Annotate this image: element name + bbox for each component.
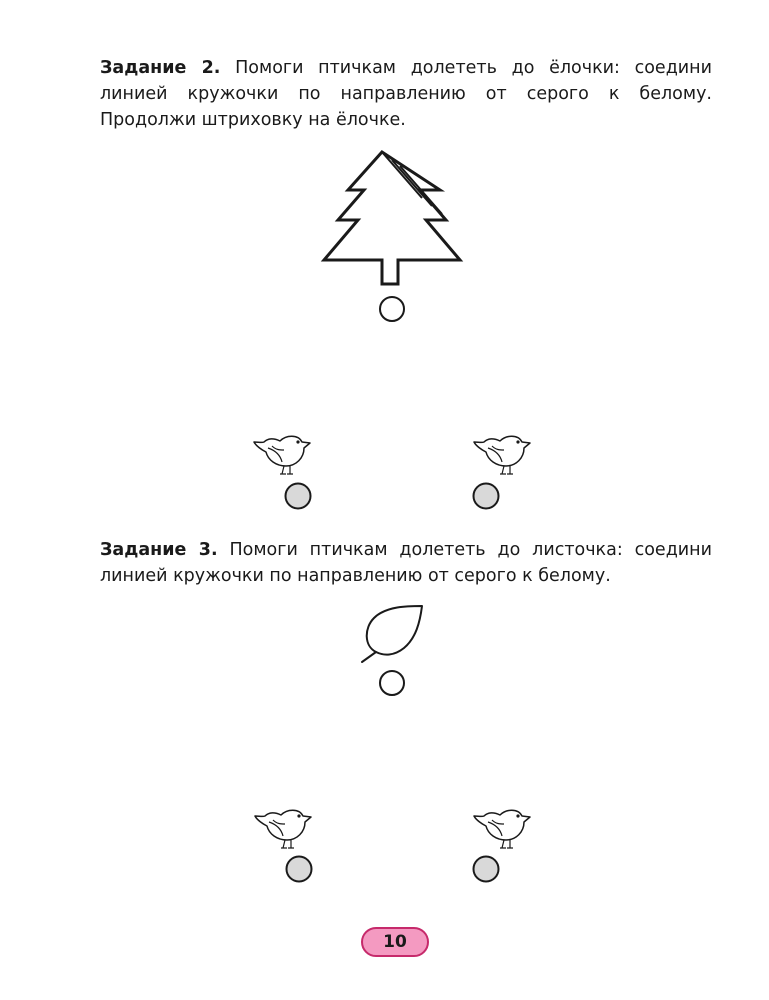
task3-title: Задание 3.	[100, 540, 218, 560]
fir-tree-icon	[320, 148, 465, 288]
page-number: 10	[383, 932, 407, 952]
task3-bird-right-icon	[472, 802, 534, 850]
task3-instructions	[100, 537, 712, 589]
task2-bird-right-icon	[472, 428, 534, 476]
task3-bird-left-icon	[253, 802, 315, 850]
task3-body: Помоги птичкам долететь до листочка: соедини линией кружочки по направлению от серого к белому.	[100, 540, 712, 586]
task2-instructions	[100, 55, 712, 133]
leaf-icon	[358, 602, 426, 664]
task3-start-circle-left[interactable]	[284, 854, 314, 884]
task2-start-circle-right[interactable]	[471, 481, 501, 511]
page-number-badge	[361, 927, 429, 957]
task2-title: Задание 2.	[100, 58, 221, 78]
task3-start-circle-right[interactable]	[471, 854, 501, 884]
task2-target-circle[interactable]	[378, 295, 406, 323]
task2-start-circle-left[interactable]	[283, 481, 313, 511]
task2-body: Помоги птичкам долететь до ёлочки: соедини линией кружочки по направлению от серого к белому. Продолжи штриховку на ёлочке.	[100, 58, 712, 130]
task3-target-circle[interactable]	[378, 669, 406, 697]
task2-bird-left-icon	[252, 428, 314, 476]
